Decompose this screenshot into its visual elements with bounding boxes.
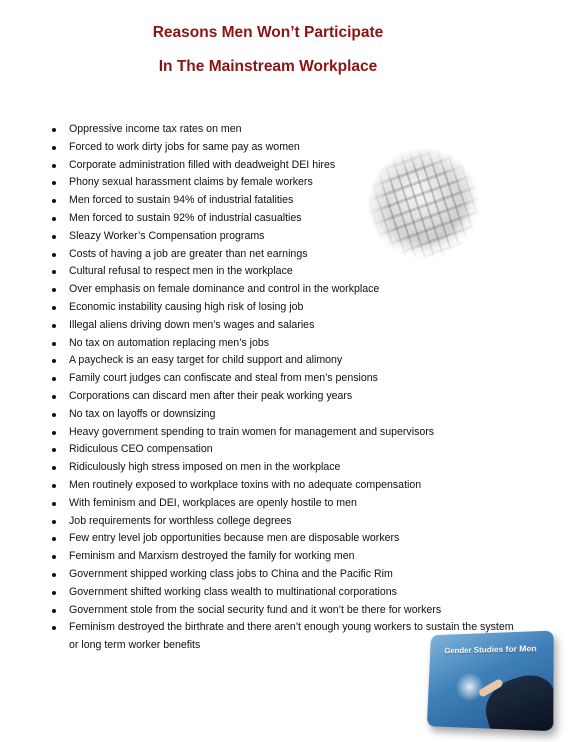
list-item: Over emphasis on female dominance and control in the workplace xyxy=(48,281,518,299)
glow-icon xyxy=(455,672,484,702)
list-item: Feminism and Marxism destroyed the family for working men xyxy=(48,548,518,566)
list-item: Economic instability causing high risk of losing job xyxy=(48,299,518,317)
list-item: Government shifted working class wealth to multinational corporations xyxy=(48,584,518,602)
list-item: With feminism and DEI, workplaces are openly hostile to men xyxy=(48,495,518,513)
list-item: Family court judges can confiscate and steal from men’s pensions xyxy=(48,370,518,388)
list-item: Few entry level job opportunities because men are disposable workers xyxy=(48,530,518,548)
list-item: No tax on layoffs or downsizing xyxy=(48,406,518,424)
page-title xyxy=(0,22,536,90)
list-item: Forced to work dirty jobs for same pay as women xyxy=(48,139,518,157)
list-item: Costs of having a job are greater than net earnings xyxy=(48,246,518,264)
logo-text: Gender Studies for Men xyxy=(444,643,537,656)
list-item: Job requirements for worthless college degrees xyxy=(48,513,518,531)
list-item: Corporate administration filled with deadweight DEI hires xyxy=(48,157,518,175)
list-item: Men forced to sustain 92% of industrial casualties xyxy=(48,210,518,228)
list-item: Sleazy Worker’s Compensation programs xyxy=(48,228,518,246)
reasons-list xyxy=(48,121,518,655)
list-item: A paycheck is an easy target for child support and alimony xyxy=(48,352,518,370)
list-item: Ridiculous CEO compensation xyxy=(48,441,518,459)
title-line-2: In The Mainstream Workplace xyxy=(158,58,378,75)
gender-studies-logo xyxy=(427,631,554,732)
list-item: Phony sexual harassment claims by female workers xyxy=(48,174,518,192)
list-item: Men forced to sustain 94% of industrial fatalities xyxy=(48,192,518,210)
list-item: Heavy government spending to train women for management and supervisors xyxy=(48,424,518,442)
list-item: Feminism destroyed the birthrate and there aren’t enough young workers to sustain the system or long term worker benefits xyxy=(48,619,518,655)
list-item: Cultural refusal to respect men in the workplace xyxy=(48,263,518,281)
list-item: Oppressive income tax rates on men xyxy=(48,121,518,139)
list-item: Men routinely exposed to workplace toxins with no adequate compensation xyxy=(48,477,518,495)
list-item: Illegal aliens driving down men’s wages and salaries xyxy=(48,317,518,335)
title-line-1: Reasons Men Won’t Participate xyxy=(152,24,384,41)
list-item: Ridiculously high stress imposed on men in the workplace xyxy=(48,459,518,477)
list-item: Corporations can discard men after their peak working years xyxy=(48,388,518,406)
list-item: No tax on automation replacing men’s jobs xyxy=(48,335,518,353)
list-item: Government shipped working class jobs to China and the Pacific Rim xyxy=(48,566,518,584)
hand-icon xyxy=(479,668,554,731)
list-item: Government stole from the social security fund and it won’t be there for workers xyxy=(48,602,518,620)
